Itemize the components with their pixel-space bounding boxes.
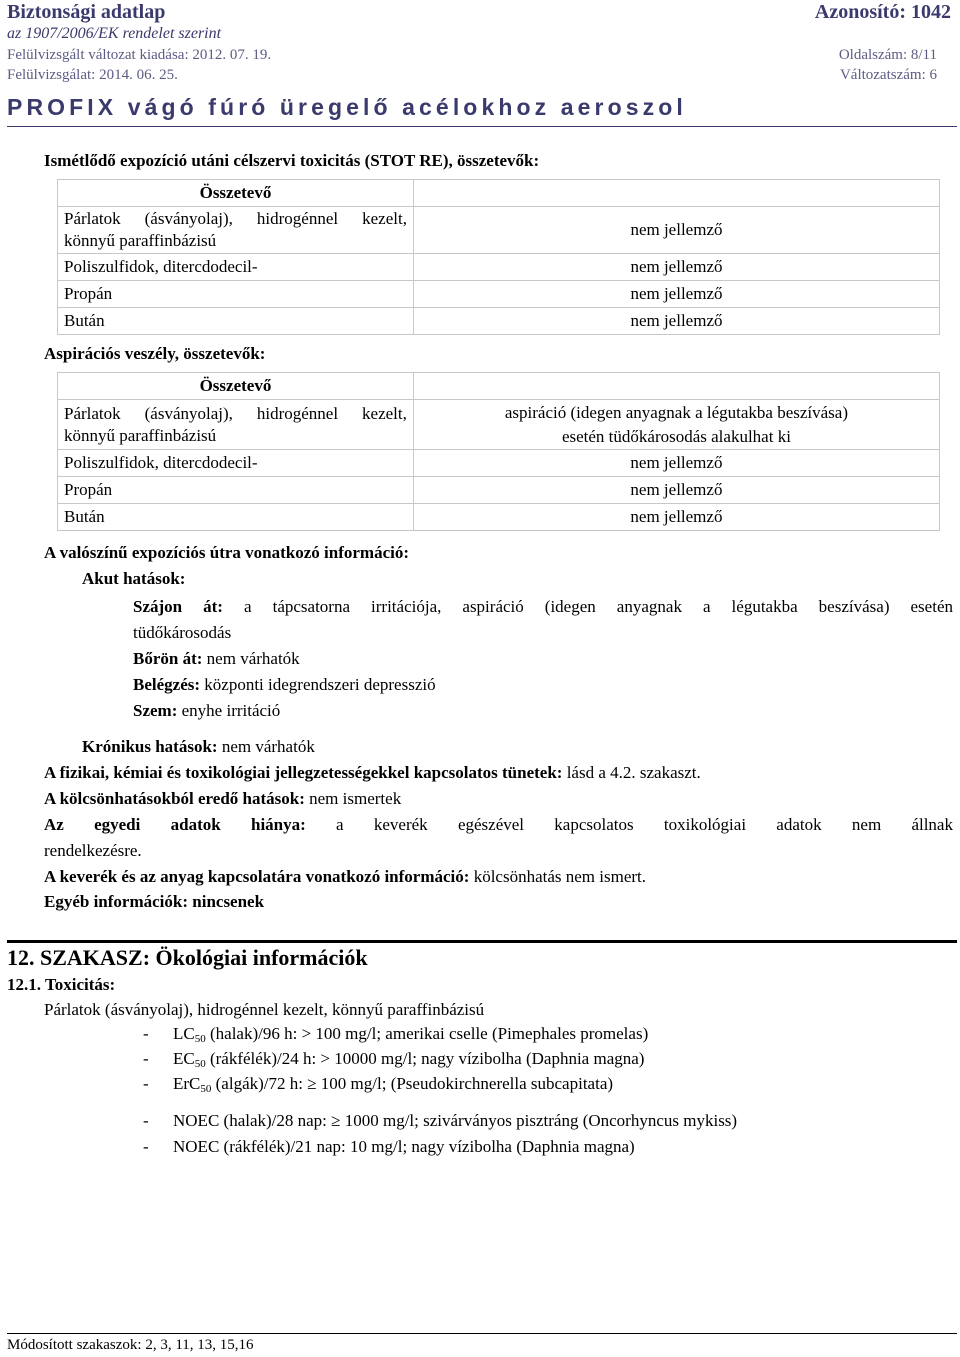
table-row — [58, 281, 940, 308]
list-item: ErC$_{50}$ (algák)/72 h: ≥ 100 mg/l; (Pseudokirchnerella subcapitata) — [173, 1074, 614, 1095]
regulation-reference: az 1907/2006/EK rendelet szerint — [7, 25, 222, 42]
substance-name: Párlatok (ásványolaj), hidrogénnel kezelt, könnyű paraffinbázisú — [44, 1000, 485, 1019]
toxicity-value: nem jellemző — [413, 308, 939, 335]
aspiration-value: esetén tüdőkárosodás alakulhat ki — [561, 426, 791, 446]
list-bullet: - — [143, 1024, 149, 1043]
aspiration-value: nem jellemző — [413, 477, 939, 504]
interaction-line: A kölcsönhatásokból eredő hatások: nem ismertek — [44, 789, 402, 808]
column-header-component: Összetevő — [58, 373, 414, 400]
document-title: Biztonsági adatlap — [7, 1, 166, 23]
component-name: Poliszulfidok, ditercdodecil- — [58, 450, 414, 477]
product-name: PROFIX vágó fúró üregelő acélokhoz aeroszol — [7, 94, 687, 120]
stot-re-table — [57, 179, 940, 335]
list-item: $EC_{50}$ (rákfélék)/24 h: > 10000 mg/l; nagy vízibolha (Daphnia magna) — [173, 1049, 645, 1070]
component-name: Bután — [58, 308, 414, 335]
list-bullet: - — [143, 1137, 149, 1156]
component-name: Párlatok (ásványolaj), hidrogénnel kezelt, — [64, 403, 407, 423]
component-name: könnyű paraffinbázisú — [64, 231, 217, 250]
symptoms-line: A fizikai, kémiai és toxikológiai jellegzetességekkel kapcsolatos tünetek: lásd a 4.2. szakaszt. — [44, 763, 701, 782]
list-item: NOEC (halak)/28 nap: ≥ 1000 mg/l; szivárványos pisztráng (Oncorhyncus mykiss) — [173, 1111, 738, 1130]
inhalation-line: Belégzés: központi idegrendszeri depresszió — [133, 675, 436, 694]
eye-line: Szem: enyhe irritáció — [133, 701, 281, 720]
list-item: NOEC (rákfélék)/21 nap: 10 mg/l; nagy vízibolha (Daphnia magna) — [173, 1137, 635, 1156]
table-row — [58, 254, 940, 281]
table-row — [58, 400, 940, 450]
revision-date: Felülvizsgálat: 2014. 06. 25. — [7, 67, 178, 83]
aspiration-value: nem jellemző — [413, 450, 939, 477]
component-name: Párlatok (ásványolaj), hidrogénnel kezelt, — [64, 209, 407, 228]
missing-data-line: Az egyedi adatok hiánya: a keverék egészével kapcsolatos toxikológiai adatok nem állnak — [44, 815, 953, 834]
list-bullet: - — [143, 1074, 149, 1093]
section-divider — [7, 940, 957, 943]
revision-issue: Felülvizsgált változat kiadása: 2012. 07. 19. — [7, 47, 272, 63]
list-item: $LC_{50}$ (halak)/96 h: > 100 mg/l; amerikai cselle (Pimephales promelas) — [173, 1024, 649, 1045]
table-row — [58, 477, 940, 504]
section-12-1-title: 12.1. Toxicitás: — [7, 975, 116, 994]
mixture-line: A keverék és az anyag kapcsolatára vonatkozó információ: kölcsönhatás nem ismert. — [44, 867, 647, 886]
header-divider — [7, 126, 957, 127]
component-name: Propán — [58, 281, 414, 308]
acute-effects-label: Akut hatások: — [82, 569, 186, 588]
table-row — [58, 504, 940, 531]
other-info-line: Egyéb információk: nincsenek — [44, 892, 265, 911]
section-12-title: 12. SZAKASZ: Ökológiai információk — [7, 945, 368, 970]
chronic-effects-line: Krónikus hatások: nem várhatók — [82, 737, 315, 756]
modified-sections: Módosított szakaszok: 2, 3, 11, 13, 15,16 — [7, 1337, 254, 1353]
component-name: Bután — [58, 504, 414, 531]
aspiration-value: aspiráció (idegen anyagnak a légutakba beszívása) — [504, 402, 849, 422]
list-bullet: - — [143, 1111, 149, 1130]
exposure-heading: A valószínű expozíciós útra vonatkozó információ: — [44, 543, 410, 562]
component-name: Propán — [58, 477, 414, 504]
oral-line: Szájon át: a tápcsatorna irritációja, aspiráció (idegen anyagnak a légutakba beszívása) esetén — [133, 597, 953, 616]
oral-line-2: tüdőkárosodás — [133, 623, 232, 642]
document-id: Azonosító: 1042 — [814, 1, 951, 23]
table-row — [58, 308, 940, 335]
toxicity-value: nem jellemző — [413, 281, 939, 308]
stot-re-heading: Ismétlődő expozíció utáni célszervi toxicitás (STOT RE), összetevők: — [44, 151, 540, 170]
aspiration-value: nem jellemző — [413, 504, 939, 531]
version-number: Változatszám: 6 — [839, 67, 937, 83]
component-name: könnyű paraffinbázisú — [64, 425, 217, 445]
table-row — [58, 207, 940, 254]
missing-data-line-2: rendelkezésre. — [44, 841, 142, 860]
page-number: Oldalszám: 8/11 — [838, 47, 937, 63]
column-header-component: Összetevő — [58, 180, 414, 207]
aspiration-table — [57, 372, 940, 531]
list-bullet: - — [143, 1049, 149, 1068]
toxicity-value: nem jellemző — [413, 207, 939, 254]
component-name: Poliszulfidok, ditercdodecil- — [58, 254, 414, 281]
skin-line: Bőrön át: nem várhatók — [133, 649, 300, 668]
aspiration-heading: Aspirációs veszély, összetevők: — [44, 344, 266, 363]
table-row — [58, 450, 940, 477]
footer-divider — [7, 1333, 957, 1334]
toxicity-value: nem jellemző — [413, 254, 939, 281]
